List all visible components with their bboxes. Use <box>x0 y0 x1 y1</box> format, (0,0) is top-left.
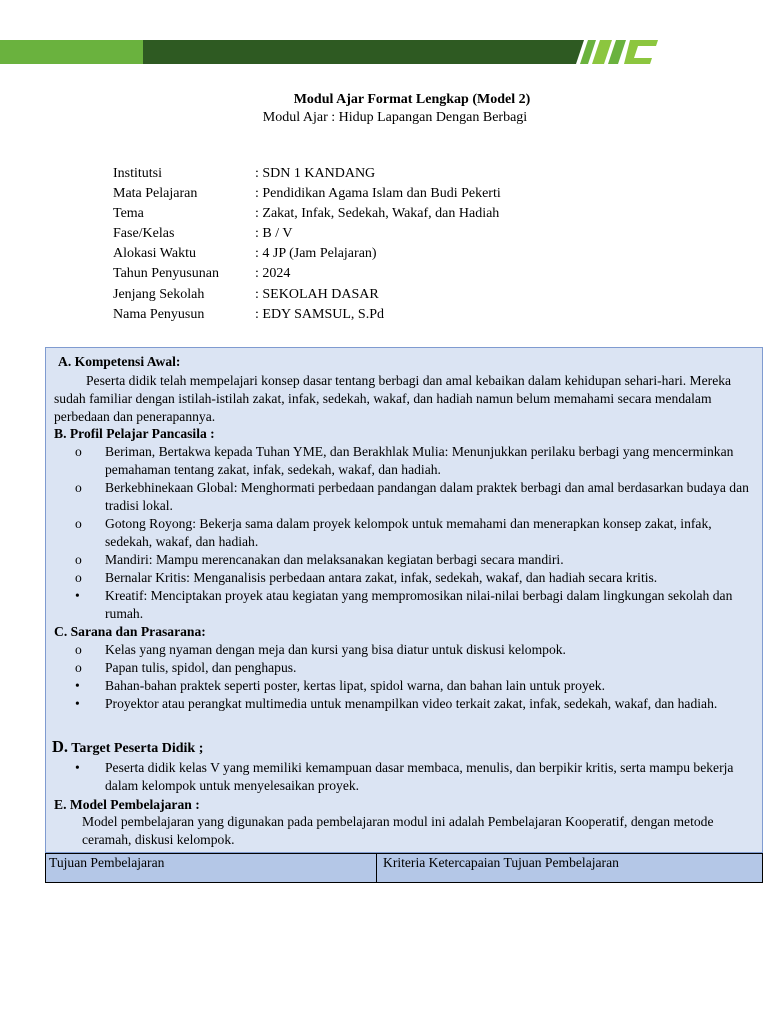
info-value: : EDY SAMSUL, S.Pd <box>255 306 385 322</box>
list-item <box>72 641 756 659</box>
header-bar-light-segment <box>0 40 143 64</box>
list-item <box>72 479 756 515</box>
list-item <box>72 443 756 479</box>
list-marker: o <box>75 516 82 531</box>
list-item <box>72 515 756 551</box>
objectives-table-header <box>45 853 763 883</box>
info-value: : Pendidikan Agama Islam dan Budi Pekerti <box>255 186 501 202</box>
info-key: Fase/Kelas <box>113 226 175 242</box>
section-c-heading: C. Sarana dan Prasarana: <box>54 624 206 639</box>
list-marker: o <box>75 444 82 459</box>
section-b-heading: B. Profil Pelajar Pancasila : <box>54 426 215 441</box>
section-e-text: Model pembelajaran yang digunakan pada pembelajaran modul ini adalah Pembelajaran Kooperatif, dengan metode ceramah, diskusi kelompok. <box>82 814 714 847</box>
list-marker: o <box>75 552 82 567</box>
list-item <box>72 659 756 677</box>
list-marker: • <box>75 588 80 603</box>
header-bar-dark-segment <box>143 40 575 64</box>
document-subtitle: Modul Ajar : Hidup Lapangan Dengan Berbagi <box>262 110 528 125</box>
info-key: Mata Pelajaran <box>113 186 198 202</box>
table-header-kriteria: Kriteria Ketercapaian Tujuan Pembelajaran <box>383 855 619 870</box>
section-a-text: Peserta didik telah mempelajari konsep dasar tentang berbagi dan amal kebaikan dalam kehidupan sehari-hari. Mereka sudah familiar dengan istilah-istilah zakat, infak, sedekah, wakaf, dan hadiah namun belum memahami secara mendalam perbedaan dan penerapannya. <box>54 373 732 424</box>
list-item <box>72 695 756 713</box>
info-value: : SDN 1 KANDANG <box>255 166 376 181</box>
info-key: Tema <box>113 206 144 222</box>
info-value: : 4 JP (Jam Pelajaran) <box>255 246 377 262</box>
list-item <box>72 551 756 569</box>
info-key: Nama Penyusun <box>113 306 205 322</box>
stripe-logo-icon <box>566 40 660 64</box>
info-key: Jenjang Sekolah <box>113 286 205 302</box>
info-key: Institutsi <box>113 166 163 181</box>
list-marker: o <box>75 642 82 657</box>
section-e-heading: E. Model Pembelajaran : <box>54 797 200 812</box>
list-marker: o <box>75 660 82 675</box>
info-key: Tahun Penyusunan <box>113 266 219 282</box>
info-value: : Zakat, Infak, Sedekah, Wakaf, dan Hadiah <box>255 206 500 222</box>
list-item <box>72 759 756 795</box>
section-d-title: Target Peserta Didik ; <box>68 741 204 756</box>
list-marker: o <box>75 570 82 585</box>
list-item-text: Papan tulis, spidol, dan penghapus. <box>105 660 297 675</box>
list-item-text: Berkebhinekaan Global: Menghormati perbedaan pandangan dalam praktek berbagi dan amal berdasarkan budaya dan tradisi lokal. <box>105 480 749 513</box>
list-item <box>72 677 756 695</box>
profil-list <box>72 443 756 623</box>
list-marker: • <box>75 678 80 693</box>
list-marker: • <box>75 696 80 711</box>
list-marker: • <box>75 760 80 775</box>
list-item-text: Gotong Royong: Bekerja sama dalam proyek kelompok untuk memahami dan menerapkan konsep zakat, infak, sedekah, wakaf, dan hadiah. <box>105 516 712 549</box>
info-value: : 2024 <box>255 266 291 282</box>
table-header-tujuan: Tujuan Pembelajaran <box>49 855 165 870</box>
list-item-text: Mandiri: Mampu merencanakan dan melaksanakan kegiatan berbagi secara mandiri. <box>105 552 564 567</box>
list-item-text: Beriman, Bertakwa kepada Tuhan YME, dan Berakhlak Mulia: Menunjukkan perilaku berbagi yang mencerminkan pemahaman tentang zakat, infak, sedekah, wakaf, dan hadiah. <box>105 444 734 477</box>
info-value: : SEKOLAH DASAR <box>255 286 379 302</box>
document-title: Modul Ajar Format Lengkap (Model 2) <box>293 92 531 107</box>
list-marker: o <box>75 480 82 495</box>
info-value: : B / V <box>255 226 293 242</box>
list-item-text: Peserta didik kelas V yang memiliki kemampuan dasar membaca, menulis, dan berpikir kritis, serta mampu bekerja dalam kelompok untuk menyelesaikan proyek. <box>105 760 734 793</box>
list-item-text: Proyektor atau perangkat multimedia untuk menampilkan video terkait zakat, infak, sedekah, wakaf, dan hadiah. <box>105 696 718 711</box>
sarana-list <box>72 641 756 713</box>
table-column-divider <box>376 854 377 882</box>
section-a-heading: A. Kompetensi Awal: <box>58 354 181 369</box>
list-item-text: Bernalar Kritis: Menganalisis perbedaan antara zakat, infak, sedekah, wakaf, dan hadiah secara kritis. <box>105 570 658 585</box>
content-box <box>45 347 763 853</box>
list-item-text: Kelas yang nyaman dengan meja dan kursi yang bisa diatur untuk diskusi kelompok. <box>105 642 566 657</box>
target-list <box>72 759 756 795</box>
list-item <box>72 569 756 587</box>
info-key: Alokasi Waktu <box>113 246 196 262</box>
section-d-heading <box>52 738 203 758</box>
list-item-text: Kreatif: Menciptakan proyek atau kegiatan yang mempromosikan nilai-nilai berbagi dalam lingkungan sekolah dan rumah. <box>105 588 733 621</box>
list-item-text: Bahan-bahan praktek seperti poster, kertas lipat, spidol warna, dan bahan lain untuk proyek. <box>105 678 606 693</box>
header-decorative-bar <box>0 40 660 64</box>
section-d-letter: D. <box>52 737 69 756</box>
list-item <box>72 587 756 623</box>
